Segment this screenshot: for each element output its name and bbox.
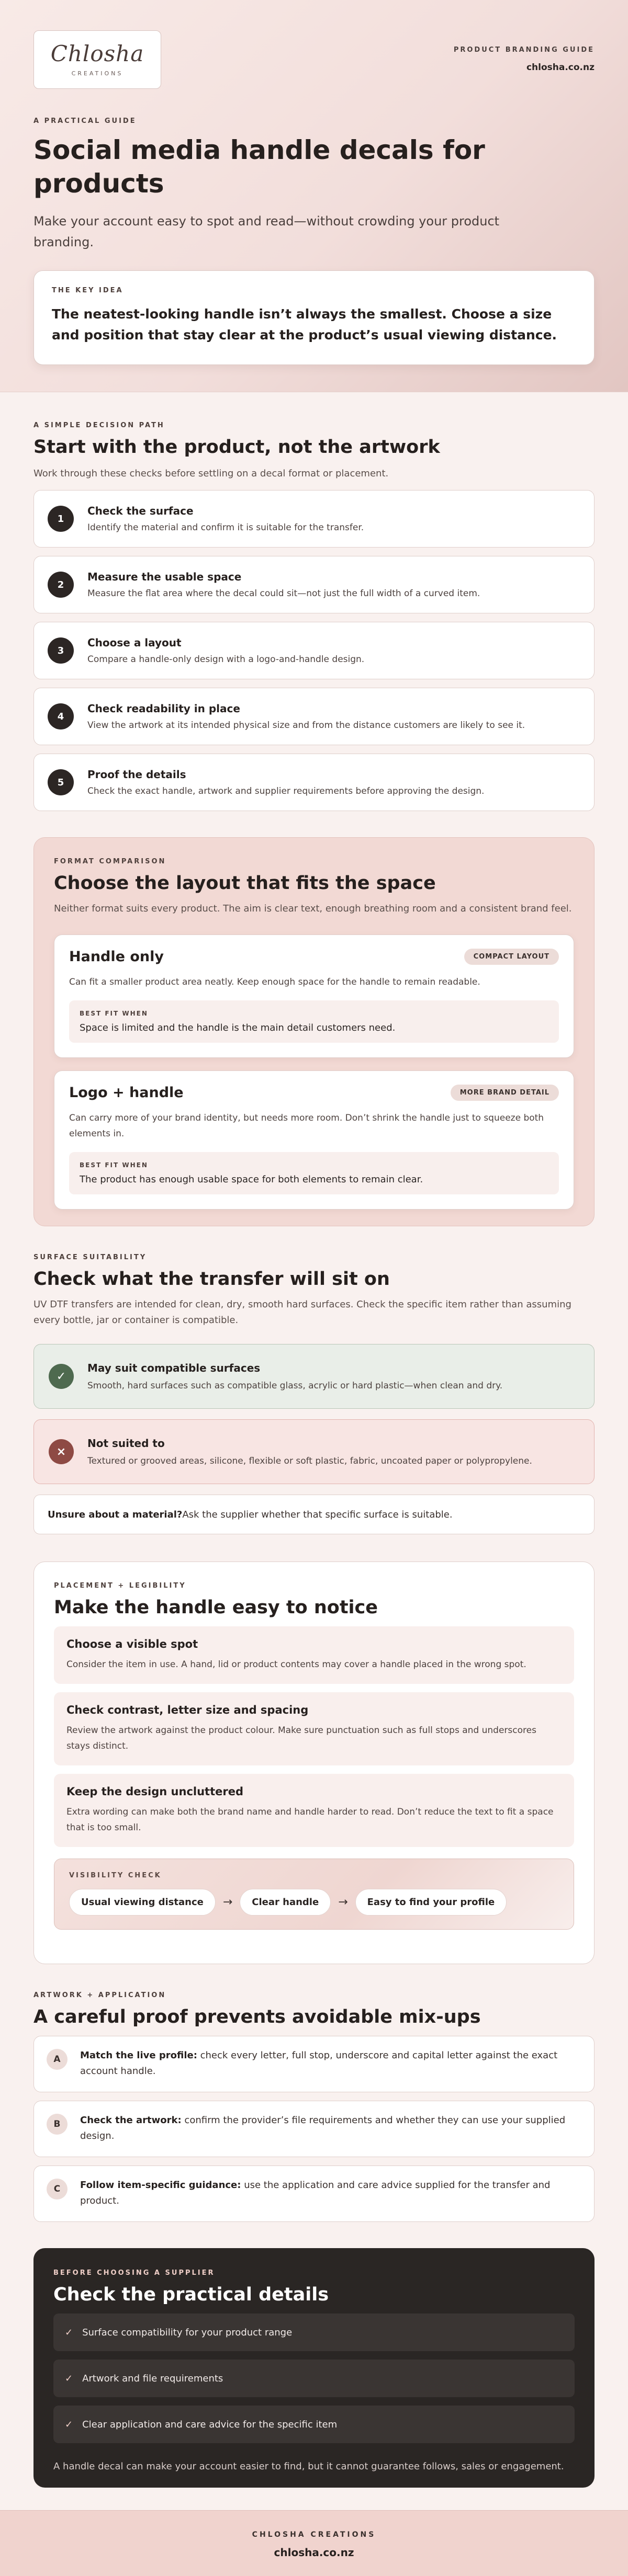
step-item xyxy=(33,556,595,613)
key-idea-text: The neatest-looking handle isn’t always the smallest. Choose a size and position that stay clear at the product’s usual viewing distance. xyxy=(52,306,557,343)
hero xyxy=(0,0,628,392)
artwork-letter: B xyxy=(47,2114,68,2135)
step-title: Choose a layout xyxy=(87,636,182,649)
step-number: 5 xyxy=(48,769,74,795)
step-item xyxy=(33,688,595,745)
format-badge: MORE BRAND DETAIL xyxy=(451,1085,559,1101)
logo-subtitle: CREATIONS xyxy=(71,70,124,77)
logo-wordmark: Chlosha xyxy=(50,40,144,66)
flow-pill: Easy to find your profile xyxy=(355,1889,507,1916)
step-title: Check the surface xyxy=(87,505,194,517)
step-text: Check the exact handle, artwork and supplier requirements before approving the design. xyxy=(87,786,485,796)
format-eyebrow: FORMAT COMPARISON xyxy=(54,858,166,865)
surface-suitability-section xyxy=(0,1253,628,1534)
format-desc: Neither format suits every product. The aim is clear text, enough breathing room and a consistent brand feel. xyxy=(54,903,572,914)
format-card-logo-handle xyxy=(54,1070,574,1210)
footer-brand: CHLOSHA CREATIONS xyxy=(252,2531,376,2539)
flow-pill: Clear handle xyxy=(240,1889,331,1916)
unsuitable-surfaces-card xyxy=(33,1419,595,1484)
key-idea-card xyxy=(33,270,595,365)
step-title: Check readability in place xyxy=(87,702,240,715)
practical-item-text: Surface compatibility for your product range xyxy=(82,2327,293,2338)
placement-item-title: Keep the design uncluttered xyxy=(66,1785,243,1798)
placement-item xyxy=(54,1626,574,1684)
format-card-text: Can carry more of your brand identity, but needs more room. Don’t shrink the handle just to squeeze both elements in. xyxy=(69,1113,544,1139)
hero-eyebrow: A PRACTICAL GUIDE xyxy=(33,117,137,125)
surface-eyebrow: SURFACE SUITABILITY xyxy=(33,1253,147,1261)
artwork-item xyxy=(33,2101,595,2157)
best-fit-text: Space is limited and the handle is the main detail customers need. xyxy=(80,1022,396,1033)
step-text: View the artwork at its intended physical size and from the distance customers are likely to see it. xyxy=(87,720,525,731)
placement-item xyxy=(54,1774,574,1847)
best-fit-text: The product has enough usable space for both elements to remain clear. xyxy=(80,1174,423,1185)
artwork-letter: A xyxy=(47,2049,68,2070)
suitable-text: Smooth, hard surfaces such as compatible glass, acrylic or hard plastic—when clean and dry. xyxy=(87,1381,503,1391)
placement-item-title: Choose a visible spot xyxy=(66,1638,198,1650)
step-number: 1 xyxy=(48,506,74,532)
unsuitable-text: Textured or grooved areas, silicone, flexible or soft plastic, fabric, uncoated paper or polypropylene. xyxy=(87,1456,532,1466)
unsure-text: Ask the supplier whether that specific surface is suitable. xyxy=(182,1509,453,1520)
artwork-item-text: confirm the provider’s file requirements and whether they can use your supplied design. xyxy=(80,2115,566,2141)
step-text: Compare a handle-only design with a logo-and-handle design. xyxy=(87,654,365,665)
steps-eyebrow: A SIMPLE DECISION PATH xyxy=(33,421,165,429)
format-badge: COMPACT LAYOUT xyxy=(464,949,559,965)
visibility-check-box xyxy=(54,1859,574,1930)
practical-item-text: Artwork and file requirements xyxy=(82,2373,223,2384)
unsure-bold: Unsure about a material? xyxy=(48,1509,183,1520)
step-number: 4 xyxy=(48,703,74,730)
artwork-item-text: check every letter, full stop, underscore and capital letter against the exact account handle. xyxy=(80,2050,558,2077)
step-title: Proof the details xyxy=(87,768,186,781)
practical-item xyxy=(53,2406,575,2443)
step-text: Measure the flat area where the decal could sit—not just the full width of a curved item. xyxy=(87,588,480,599)
check-icon: ✓ xyxy=(65,2373,73,2384)
format-title: Choose the layout that fits the space xyxy=(54,873,436,894)
format-comparison-section xyxy=(33,837,595,1226)
steps-title: Start with the product, not the artwork xyxy=(33,437,440,458)
practical-item xyxy=(53,2360,575,2397)
site-domain-link[interactable]: chlosha.co.nz xyxy=(526,62,595,73)
arrow-right-icon: → xyxy=(338,1896,348,1909)
step-text: Identify the material and confirm it is suitable for the transfer. xyxy=(87,522,364,533)
artwork-item-bold: Follow item-specific guidance: xyxy=(80,2180,241,2191)
best-fit-box xyxy=(69,1000,559,1043)
best-fit-box xyxy=(69,1152,559,1194)
placement-item xyxy=(54,1692,574,1765)
artwork-letter: C xyxy=(47,2179,68,2199)
surface-desc: UV DTF transfers are intended for clean, dry, smooth hard surfaces. Check the specific item rather than assuming every bottle, jar or container is compatible. xyxy=(33,1299,571,1326)
check-icon: ✓ xyxy=(65,2327,73,2338)
check-icon: ✓ xyxy=(49,1364,74,1389)
visibility-flow xyxy=(69,1889,559,1916)
artwork-item-bold: Match the live profile: xyxy=(80,2050,197,2061)
practical-title: Check the practical details xyxy=(53,2284,329,2305)
placement-item-text: Review the artwork against the product colour. Make sure punctuation such as full stops and underscores stays distinct. xyxy=(66,1725,536,1751)
topbar-right xyxy=(454,30,595,73)
footer-domain-link[interactable]: chlosha.co.nz xyxy=(274,2546,354,2559)
artwork-eyebrow: ARTWORK + APPLICATION xyxy=(33,1991,166,1999)
artwork-title: A careful proof prevents avoidable mix-ups xyxy=(33,2007,481,2027)
key-idea-label: THE KEY IDEA xyxy=(52,287,124,294)
logo[interactable] xyxy=(33,30,161,89)
artwork-section xyxy=(0,1991,628,2222)
step-item xyxy=(33,490,595,548)
artwork-item-text: use the application and care advice supplied for the transfer and product. xyxy=(80,2180,551,2206)
topbar xyxy=(33,30,595,89)
practical-details-section xyxy=(33,2248,595,2488)
guide-kicker: PRODUCT BRANDING GUIDE xyxy=(453,46,595,54)
artwork-item xyxy=(33,2165,595,2222)
practical-item-text: Clear application and care advice for the specific item xyxy=(82,2419,338,2430)
steps-desc: Work through these checks before settling on a decal format or placement. xyxy=(33,468,389,479)
placement-item-text: Extra wording can make both the brand name and handle harder to read. Don’t reduce the text to fit a space that is too small. xyxy=(66,1807,554,1833)
cross-icon: × xyxy=(49,1439,74,1464)
footer xyxy=(0,2510,628,2576)
decision-path-section xyxy=(0,421,628,811)
format-card-title: Handle only xyxy=(69,949,164,965)
practical-item xyxy=(53,2313,575,2351)
step-item xyxy=(33,754,595,811)
placement-item-text: Consider the item in use. A hand, lid or product contents may cover a handle placed in the wrong spot. xyxy=(66,1659,526,1670)
surface-title: Check what the transfer will sit on xyxy=(33,1269,390,1290)
placement-eyebrow: PLACEMENT + LEGIBILITY xyxy=(54,1582,186,1590)
practical-footnote: A handle decal can make your account easier to find, but it cannot guarantee follows, sales or engagement. xyxy=(53,2461,564,2472)
format-card-handle-only xyxy=(54,934,574,1058)
hero-subtitle: Make your account easy to spot and read—without crowding your product branding. xyxy=(33,214,500,249)
visibility-check-label: VISIBILITY CHECK xyxy=(69,1872,162,1879)
practical-eyebrow: BEFORE CHOOSING A SUPPLIER xyxy=(53,2269,215,2277)
best-fit-label: BEST FIT WHEN xyxy=(80,1010,148,1017)
suitable-title: May suit compatible surfaces xyxy=(87,1362,261,1374)
artwork-item-bold: Check the artwork: xyxy=(80,2115,182,2126)
best-fit-label: BEST FIT WHEN xyxy=(80,1161,148,1169)
step-item xyxy=(33,622,595,679)
page-title: Social media handle decals for products xyxy=(33,135,485,199)
placement-title: Make the handle easy to notice xyxy=(54,1597,378,1618)
placement-item-title: Check contrast, letter size and spacing xyxy=(66,1704,309,1716)
step-number: 2 xyxy=(48,572,74,598)
unsuitable-title: Not suited to xyxy=(87,1437,165,1450)
check-icon: ✓ xyxy=(65,2419,73,2430)
unsure-material-note xyxy=(33,1495,595,1534)
suitable-surfaces-card xyxy=(33,1344,595,1409)
arrow-right-icon: → xyxy=(222,1896,233,1909)
step-title: Measure the usable space xyxy=(87,571,242,583)
format-card-title: Logo + handle xyxy=(69,1085,184,1101)
artwork-item xyxy=(33,2036,595,2092)
placement-section xyxy=(33,1561,595,1964)
step-number: 3 xyxy=(48,637,74,664)
flow-pill: Usual viewing distance xyxy=(69,1889,216,1916)
format-card-text: Can fit a smaller product area neatly. Keep enough space for the handle to remain readable. xyxy=(69,977,480,987)
